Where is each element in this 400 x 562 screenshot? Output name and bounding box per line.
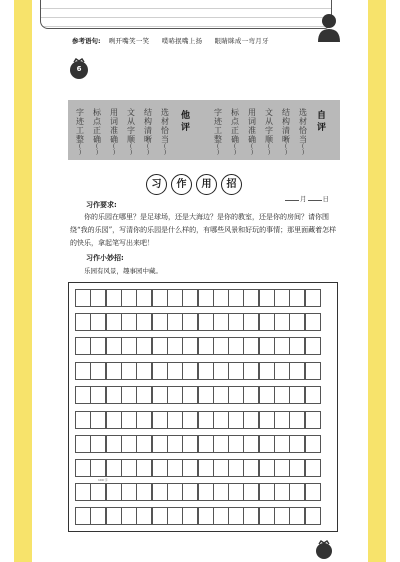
grid-cell[interactable] [167, 411, 183, 429]
grid-cell[interactable] [152, 362, 168, 380]
grid-cell[interactable] [152, 507, 168, 525]
grid-cell[interactable] [121, 386, 137, 404]
grid-cell[interactable] [198, 386, 214, 404]
grid-cell[interactable] [121, 337, 137, 355]
grid-cell[interactable] [75, 459, 91, 477]
grid-cell[interactable] [213, 386, 229, 404]
grid-cell[interactable] [136, 411, 152, 429]
grid-cell[interactable] [182, 337, 198, 355]
grid-cell[interactable] [121, 313, 137, 331]
grid-cell[interactable] [198, 483, 214, 501]
reference-sentences [72, 36, 352, 45]
grid-cell[interactable] [106, 289, 122, 307]
grid-cell[interactable] [305, 313, 321, 331]
grid-cell[interactable] [213, 411, 229, 429]
criterion-column: 标 点 正 确 ( ) [231, 108, 239, 156]
grid-cell[interactable] [274, 435, 290, 453]
grid-row[interactable] [75, 289, 330, 307]
grid-row[interactable] [75, 337, 330, 355]
grid-cell[interactable] [106, 362, 122, 380]
grid-cell[interactable] [167, 483, 183, 501]
grid-cell[interactable] [228, 435, 244, 453]
grid-cell[interactable] [274, 507, 290, 525]
peer-eval-label: 他 评 [180, 111, 190, 133]
grid-cell[interactable] [136, 313, 152, 331]
grid-cell[interactable] [243, 435, 259, 453]
top-writing-lines [40, 0, 332, 29]
criterion-column: 字 迹 工 整 ( ) [76, 108, 84, 156]
grid-cell[interactable] [182, 483, 198, 501]
grid-cell[interactable] [289, 435, 305, 453]
grid-cell[interactable] [259, 411, 275, 429]
grid-cell[interactable] [228, 362, 244, 380]
grid-cell[interactable] [259, 337, 275, 355]
requirements-body: 你的乐园在哪里？是足球场，还是大海边？是你的教室，还是你的房间？请你围绕“我的乐园”，写清你的乐园是什么样的，有哪些风景和好玩的事情；那里面藏着怎样的快乐，拿起笔写出来吧！ [70, 213, 337, 247]
grid-cell[interactable] [136, 337, 152, 355]
title-char: 用 [196, 174, 217, 195]
grid-cell[interactable] [243, 362, 259, 380]
grid-cell[interactable] [259, 386, 275, 404]
grid-cell[interactable] [213, 337, 229, 355]
grid-cell[interactable] [106, 313, 122, 331]
grid-cell[interactable] [152, 313, 168, 331]
grid-cell[interactable] [213, 362, 229, 380]
grid-cell[interactable] [274, 386, 290, 404]
grid-cell[interactable] [305, 459, 321, 477]
grid-cell[interactable] [259, 459, 275, 477]
criterion-column: 选 材 恰 当 ( ) [299, 108, 307, 156]
grid-cell[interactable] [274, 289, 290, 307]
grid-cell[interactable] [75, 313, 91, 331]
grid-cell[interactable] [274, 459, 290, 477]
grid-cell[interactable] [121, 435, 137, 453]
grid-cell[interactable] [75, 411, 91, 429]
reference-label: 参考语句: [72, 37, 101, 45]
grid-cell[interactable] [182, 386, 198, 404]
writing-grid[interactable] [68, 282, 338, 532]
grid-cell[interactable] [90, 435, 106, 453]
grid-cell[interactable] [152, 459, 168, 477]
grid-cell[interactable] [228, 313, 244, 331]
criterion-column: 标 点 正 确 ( ) [93, 108, 101, 156]
grid-cell[interactable] [259, 362, 275, 380]
evaluation-band [68, 100, 340, 160]
grid-cell[interactable] [259, 435, 275, 453]
grid-cell[interactable] [136, 507, 152, 525]
grid-cell[interactable] [243, 386, 259, 404]
grid-cell[interactable] [243, 411, 259, 429]
grid-cell[interactable] [198, 289, 214, 307]
self-eval-label: 自 评 [316, 111, 326, 133]
grid-cell[interactable] [289, 289, 305, 307]
reference-item: 噗哧抿嘴上扬 [161, 37, 203, 45]
grid-cell[interactable] [121, 362, 137, 380]
grid-cell[interactable] [167, 362, 183, 380]
grid-cell[interactable] [90, 289, 106, 307]
grid-cell[interactable] [243, 507, 259, 525]
grid-cell[interactable] [305, 435, 321, 453]
criterion-column: 用 词 准 确 ( ) [248, 108, 256, 156]
grid-cell[interactable] [121, 411, 137, 429]
grid-cell[interactable] [259, 313, 275, 331]
title-char: 招 [221, 174, 242, 195]
grid-cell[interactable] [259, 507, 275, 525]
grid-cell[interactable] [75, 289, 91, 307]
grid-cell[interactable] [305, 411, 321, 429]
grid-cell[interactable] [121, 289, 137, 307]
grid-cell[interactable] [305, 386, 321, 404]
grid-row[interactable] [75, 362, 330, 380]
grid-cell[interactable] [259, 483, 275, 501]
reference-item: 咧开嘴笑一笑 [108, 37, 150, 45]
grid-cell[interactable] [152, 411, 168, 429]
grid-cell[interactable] [228, 386, 244, 404]
grid-cell[interactable] [305, 507, 321, 525]
grid-cell[interactable] [152, 289, 168, 307]
grid-cell[interactable] [228, 507, 244, 525]
grid-cell[interactable] [305, 362, 321, 380]
grid-cell[interactable] [182, 507, 198, 525]
grid-cell[interactable] [106, 507, 122, 525]
grid-cell[interactable] [90, 459, 106, 477]
grid-cell[interactable] [136, 289, 152, 307]
grid-cell[interactable] [106, 459, 122, 477]
grid-cell[interactable] [106, 337, 122, 355]
grid-cell[interactable] [289, 483, 305, 501]
grid-cell[interactable] [274, 337, 290, 355]
grid-cell[interactable] [167, 337, 183, 355]
grid-cell[interactable] [90, 483, 106, 501]
grid-cell[interactable] [136, 459, 152, 477]
title-char: 作 [171, 174, 192, 195]
grid-cell[interactable] [274, 362, 290, 380]
page-number-badge [68, 58, 90, 80]
requirements-title: 习作要求: [86, 201, 117, 209]
grid-cell[interactable] [90, 313, 106, 331]
grid-cell[interactable] [136, 435, 152, 453]
grid-cell[interactable] [228, 459, 244, 477]
criterion-column: 用 词 准 确 ( ) [110, 108, 118, 156]
grid-cell[interactable] [243, 483, 259, 501]
grid-cell[interactable] [75, 386, 91, 404]
grid-cell[interactable] [198, 411, 214, 429]
grid-row[interactable] [75, 459, 330, 477]
grid-cell[interactable] [167, 507, 183, 525]
grid-cell[interactable] [106, 435, 122, 453]
grid-cell[interactable] [167, 435, 183, 453]
grid-cell[interactable] [289, 386, 305, 404]
criterion-column: 文 从 字 顺 ( ) [265, 108, 273, 156]
grid-cell[interactable] [243, 289, 259, 307]
grid-cell[interactable] [90, 386, 106, 404]
criterion-column: 选 材 恰 当 ( ) [161, 108, 169, 156]
grid-cell[interactable] [136, 483, 152, 501]
grid-cell[interactable] [167, 386, 183, 404]
grid-cell[interactable] [243, 337, 259, 355]
grid-cell[interactable] [75, 507, 91, 525]
grid-cell[interactable] [213, 435, 229, 453]
grid-cell[interactable] [136, 362, 152, 380]
grid-cell[interactable] [228, 289, 244, 307]
grid-cell[interactable] [106, 386, 122, 404]
grid-cell[interactable] [106, 483, 122, 501]
left-yellow-band [14, 0, 32, 562]
tips-title: 习作小妙招: [86, 254, 124, 262]
grid-row[interactable] [75, 483, 330, 501]
grid-cell[interactable] [213, 459, 229, 477]
grid-cell[interactable] [167, 459, 183, 477]
grid-cell[interactable] [152, 435, 168, 453]
grid-row[interactable] [75, 313, 330, 331]
grid-cell[interactable] [289, 313, 305, 331]
grid-cell[interactable] [259, 289, 275, 307]
grid-cell[interactable] [289, 459, 305, 477]
grid-cell[interactable] [274, 313, 290, 331]
grid-cell[interactable] [305, 337, 321, 355]
grid-cell[interactable] [75, 337, 91, 355]
grid-cell[interactable] [152, 386, 168, 404]
grid-cell[interactable] [90, 362, 106, 380]
grid-cell[interactable] [198, 507, 214, 525]
grid-cell[interactable] [167, 289, 183, 307]
grid-cell[interactable] [243, 459, 259, 477]
date-field[interactable] [284, 194, 329, 203]
grid-cell[interactable] [182, 411, 198, 429]
grid-cell[interactable] [182, 362, 198, 380]
tips-body: 乐园有风景，趣事园中藏。 [84, 267, 162, 275]
grid-cell[interactable] [274, 483, 290, 501]
grid-cell[interactable] [274, 411, 290, 429]
grid-row[interactable] [75, 507, 330, 525]
grid-cell[interactable] [90, 337, 106, 355]
grid-cell[interactable] [198, 313, 214, 331]
grid-cell[interactable] [289, 337, 305, 355]
criterion-column: 结 构 清 晰 ( ) [144, 108, 152, 156]
grid-cell[interactable] [198, 459, 214, 477]
page-number: 6 [76, 65, 82, 73]
criterion-column: 文 从 字 顺 ( ) [127, 108, 135, 156]
grid-cell[interactable] [213, 313, 229, 331]
grid-cell[interactable] [167, 313, 183, 331]
grid-cell[interactable] [228, 337, 244, 355]
grid-cell[interactable] [75, 435, 91, 453]
grid-cell[interactable] [182, 435, 198, 453]
grid-cell[interactable] [182, 459, 198, 477]
lightbulb-icon [314, 540, 334, 560]
day-label: 日 [322, 195, 329, 203]
grid-cell[interactable] [182, 313, 198, 331]
grid-cell[interactable] [106, 411, 122, 429]
criterion-column: 字 迹 工 整 ( ) [214, 108, 222, 156]
grid-cell[interactable] [121, 459, 137, 477]
grid-cell[interactable] [228, 483, 244, 501]
title-char: 习 [146, 174, 167, 195]
grid-cell[interactable] [136, 386, 152, 404]
grid-cell[interactable] [305, 483, 321, 501]
criterion-column: 结 构 清 晰 ( ) [282, 108, 290, 156]
grid-cell[interactable] [90, 411, 106, 429]
grid-cell[interactable] [121, 507, 137, 525]
reference-item: 眼睛眯成一弯月牙 [214, 37, 269, 45]
grid-row[interactable] [75, 435, 330, 453]
grid-cell[interactable] [152, 483, 168, 501]
grid-cell[interactable] [198, 337, 214, 355]
grid-cell[interactable] [243, 313, 259, 331]
grid-cell[interactable] [289, 411, 305, 429]
grid-cell[interactable] [152, 337, 168, 355]
grid-row[interactable] [75, 386, 330, 404]
grid-cell[interactable] [182, 289, 198, 307]
grid-cell[interactable] [75, 483, 91, 501]
grid-cell[interactable] [198, 362, 214, 380]
grid-cell[interactable] [305, 289, 321, 307]
right-yellow-band [368, 0, 386, 562]
grid-cell[interactable] [289, 362, 305, 380]
grid-cell[interactable] [75, 362, 91, 380]
grid-cell[interactable] [213, 289, 229, 307]
grid-cell[interactable] [198, 435, 214, 453]
grid-row[interactable] [75, 411, 330, 429]
grid-cell[interactable] [90, 507, 106, 525]
grid-cell[interactable] [289, 507, 305, 525]
grid-cell[interactable] [228, 411, 244, 429]
word-count-mark: 100 字 [98, 478, 108, 482]
grid-cell[interactable] [121, 483, 137, 501]
month-label: 月 [300, 195, 307, 203]
grid-cell[interactable] [213, 483, 229, 501]
grid-cell[interactable] [213, 507, 229, 525]
